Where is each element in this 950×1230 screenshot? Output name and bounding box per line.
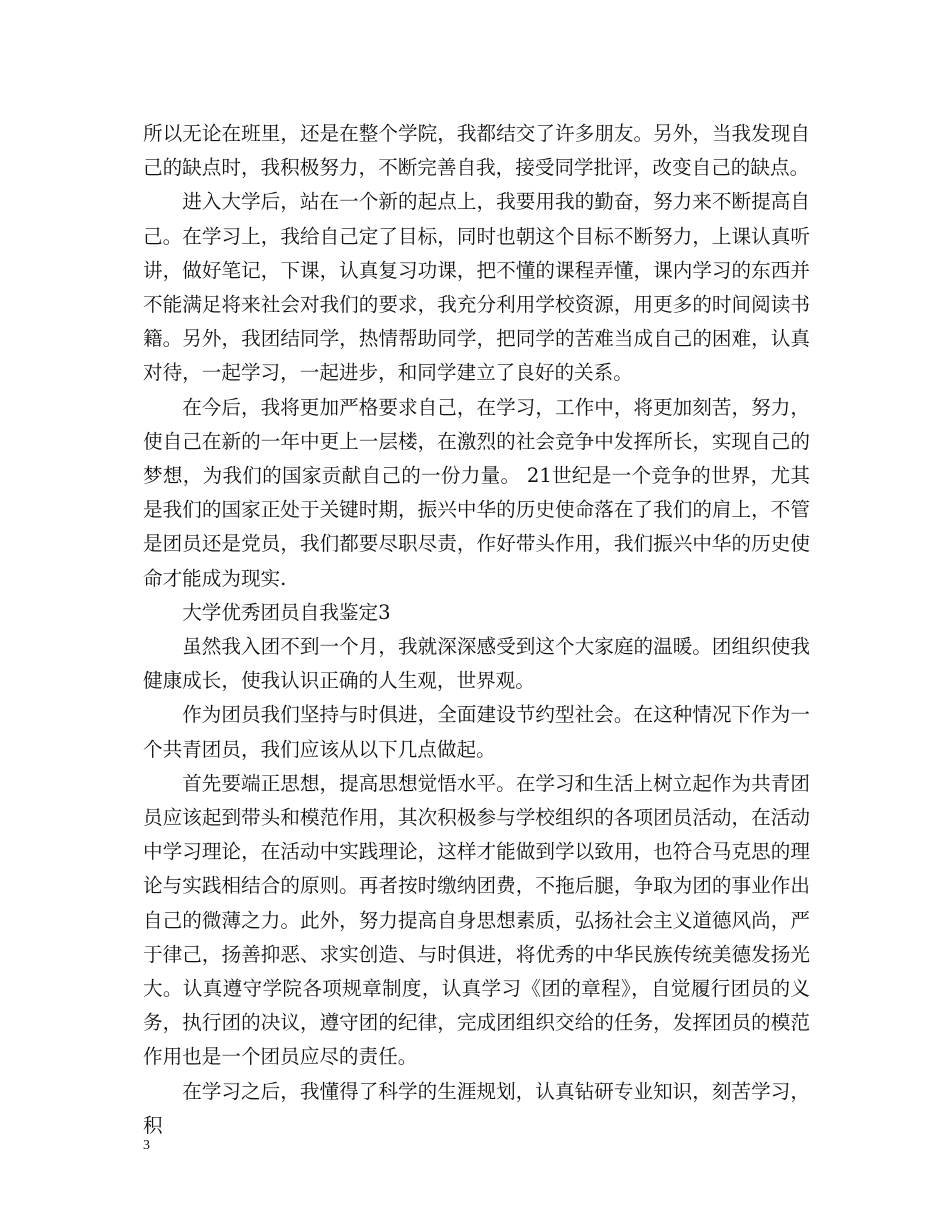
document-body — [143, 117, 810, 1143]
paragraph-thinking: 首先要端正思想，提高思想觉悟水平。在学习和生活上树立起作为共青团员应该起到带头和模范作用，其次积极参与学校组织的各项团员活动，在活动中学习理论，在活动中实践理论，这样才能做到学以致用，也符合马克思的理论与实践相结合的原则。再者按时缴纳团费，不拖后腿，争取为团的事业作出自己的微薄之力。此外，努力提高自身思想素质，弘扬社会主义道德风尚，严于律己，扬善抑恶、求实创造、与时俱进，将优秀的中华民族传统美德发扬光大。认真遵守学院各项规章制度，认真学习《团的章程》，自觉履行团员的义务，执行团的决议，遵守团的纪律，完成团组织交给的任务，发挥团员的模范作用也是一个团员应尽的责任。 — [143, 771, 810, 1069]
page-number: 3 — [143, 1138, 150, 1153]
paragraph-future-goals: 在今后，我将更加严格要求自己，在学习，工作中，将更加刻苦，努力，使自己在新的一年中更上一层楼，在激烈的社会竞争中发挥所长，实现自己的梦想，为我们的国家贡献自己的一份力量。 21世纪是一个竞争的世界，尤其是我们的国家正处于关键时期，振兴中华的历史使命落在了我们的肩上，不管是团员还是党员，我们都要尽职尽责，作好带头作用，我们振兴中华的历史使命才能成为现实. — [143, 395, 810, 590]
paragraph-university-start: 进入大学后，站在一个新的起点上，我要用我的勤奋，努力来不断提高自己。在学习上，我给自己定了目标，同时也朝这个目标不断努力，上课认真听讲，做好笔记，下课，认真复习功课，把不懂的课程弄懂，课内学习的东西并不能满足将来社会对我们的要求，我充分利用学校资源，用更多的时间阅读书籍。另外，我团结同学，热情帮助同学，把同学的苦难当成自己的困难，认真对待，一起学习，一起进步，和同学建立了良好的关系。 — [143, 190, 810, 385]
paragraph-as-member: 作为团员我们坚持与时俱进，全面建设节约型社会。在这种情况下作为一个共青团员，我们应该从以下几点做起。 — [143, 703, 810, 761]
section-heading: 大学优秀团员自我鉴定3 — [182, 600, 391, 624]
paragraph-after-study: 在学习之后，我懂得了科学的生涯规划，认真钻研专业知识，刻苦学习，积 — [143, 1079, 810, 1137]
paragraph-continuation: 所以无论在班里，还是在整个学院，我都结交了许多朋友。另外，当我发现自己的缺点时，我积极努力，不断完善自我，接受同学批评，改变自己的缺点。 — [143, 122, 810, 180]
paragraph-joining-league: 虽然我入团不到一个月，我就深深感受到这个大家庭的温暖。团组织使我健康成长，使我认识正确的人生观，世界观。 — [143, 635, 810, 693]
